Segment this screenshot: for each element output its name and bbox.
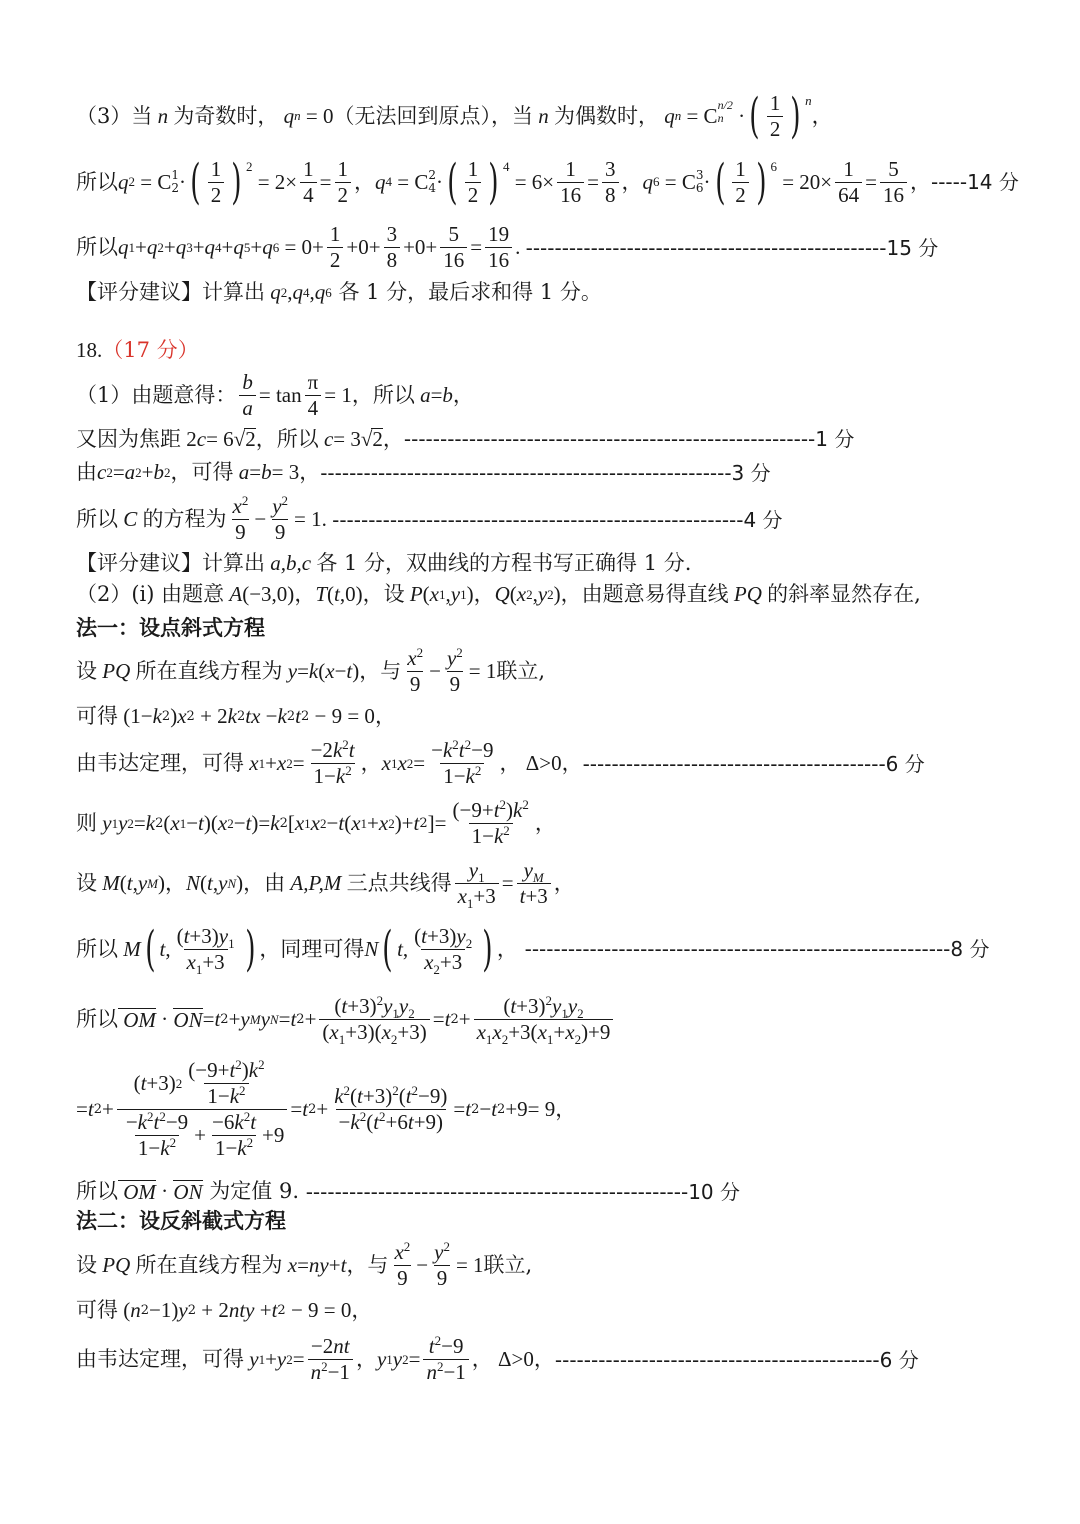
line-m2-line-equation: 设 PQ 所在直线方程为 x = ny + t ，与 $\frac{x^2}{9}$ − $\frac{y^2}{9}$ = 1 联立, bbox=[76, 1239, 533, 1290]
line-hyperbola-equation: 所以 C 的方程为 $\frac{x^2}{9}$ − $\frac{y^2}{9}$ = 1. ---------------------------------------------------------4 分 bbox=[76, 493, 783, 544]
line-m1-mn-coords: 所以 M ( t , $\frac{(t+3)y_1}{x_1+3}$ ) ，同理可得 N ( t , $\frac{(t+3)y_2}{x_2+3}$ ) ， -----------------------------------------------------------8 分 bbox=[76, 921, 990, 977]
question-18-header: 18. （17 分） bbox=[76, 338, 199, 362]
method-1-title: 法一：设点斜式方程 bbox=[76, 615, 265, 640]
line-m1-conclusion: 所以 OM · ON 为定值 9. -----------------------------------------------------10 分 bbox=[76, 1179, 740, 1204]
line-grading-note-1: 【评分建议】计算出 q 2 , q 4 , q 6 各 1 分，最后求和得 1 分。 bbox=[76, 280, 602, 304]
line-q3-parity: （3）当 n 为奇数时， q n = 0 （无法回到原点），当 n 为偶数时， q n = C n/2 n · ( $\frac{1}{2}$ ) n ， bbox=[76, 88, 833, 144]
line-m1-y1y2: 则 y 1 y 2 = k 2 ( x 1 − t )( x 2 − t )= k 2 [ x 1 x 2 − t ( x 1 + x 2 )+ t 2 ]= $\frac{(-9+t^2)k^2}{1-k^2}$ ， bbox=[76, 797, 556, 848]
line-q-values: 所以 q 2 = C 1 2 · ( $\frac{1}{2}$ ) 2 = 2× $\frac{1}{4}$ = $\frac{1}{2}$ ， q 4 = C 2 4 · ( $\frac{1}{2}$ ) 4 = 6× $\frac{1}{16}$ = $\frac{3}{8}$ ， q 6 = C 3 6 · ( $\frac{1}{2}$ ) 6 = 20× $\frac{1}{64}$ = $\frac{5}{16}$ ， -----14 分 bbox=[76, 154, 1019, 210]
line-m1-vieta: 由韦达定理，可得 x 1 + x 2 = $\frac{-2k^2t}{1-k^2}$ ， x 1 x 2 = $\frac{-k^2t^2-9}{1-k^2}$ ， Δ>0 ， ------------------------------------------6 分 bbox=[76, 737, 925, 788]
line-abc-relation: 由 c 2 = a 2 + b 2 ，可得 a = b = 3 ， ---------------------------------------------------------3 分 bbox=[76, 460, 771, 485]
line-m2-quadratic: 可得 ( n 2 −1) y 2 + 2 nty + t 2 − 9 = 0 ， bbox=[76, 1298, 373, 1322]
line-m2-vieta: 由韦达定理，可得 y 1 + y 2 = $\frac{-2nt}{n^2-1}$ ， y 1 y 2 = $\frac{t^2-9}{n^2-1}$ ， Δ>0 ， ---------------------------------------------6 分 bbox=[76, 1333, 919, 1384]
line-part2-setup: （2）(ⅰ) 由题意 A (−3,0) ， T ( t ,0) ，设 P ( x 1 , y 1 ) ， Q ( x 2 , y 2 ) ，由题意易得直线 PQ 的斜率显然存在, bbox=[76, 582, 921, 606]
line-grading-note-2: 【评分建议】计算出 a,b,c 各 1 分，双曲线的方程书写正确得 1 分. bbox=[76, 551, 692, 575]
method-2-title: 法二：设反斜截式方程 bbox=[76, 1208, 286, 1233]
line-m1-dot-product: 所以 OM · ON = t 2 + y M y N = t 2 + $\frac{(t+3)^2y_1y_2}{(x_1+3)(x_2+3)}$ = t 2 + $\frac{(t+3)^2y_1y_2}{x_1x_2+3(x_1+x_2)+9}$ bbox=[76, 996, 616, 1043]
line-q-sum: 所以 q 1 + q 2 + q 3 + q 4 + q 5 + q 6 = 0+ $\frac{1}{2}$ +0+ $\frac{3}{8}$ +0+ $\frac{5}{16}$ = $\frac{19}{16}$ . --------------------------------------------------15 分 bbox=[76, 222, 939, 272]
line-part1-slope: （1）由题意得： $\frac{b}{a}$ = tan $\frac{\pi}{4}$ = 1 ，所以 a = b ， bbox=[76, 370, 474, 420]
line-m1-line-equation: 设 PQ 所在直线方程为 y = k ( x − t ) ，与 $\frac{x^2}{9}$ − $\frac{y^2}{9}$ = 1 联立, bbox=[76, 645, 546, 696]
line-focal-distance: 又因为焦距 2 c = 6√ 2 ，所以 c = 3√ 2 ， ---------------------------------------------------------1 分 bbox=[76, 426, 855, 451]
line-m1-simplify: = t 2 + ( t +3) 2 $\frac{(-9+t^2)k^2}{1-k^2}$ $\frac{-k^2t^2-9}{1-k^2}$ + $\frac{-6k^2t}{1-k^2}$ +9 = t 2 + $\frac{k^2(t+3)^2(t^2-9)}{-k^2(t^2+6t+9)}$ = t 2 − t 2 +9= 9 ， bbox=[76, 1057, 577, 1160]
line-m1-quadratic: 可得 (1− k 2 ) x 2 + 2 k 2 tx − k 2 t 2 − 9 = 0 ， bbox=[76, 704, 396, 728]
line-m1-collinear: 设 M ( t , y M ) ， N ( t , y N ) ，由 A,P,M 三点共线得 $\frac{y_1}{x_1+3}$ = $\frac{y_M}{t+3}$ ， bbox=[76, 858, 575, 912]
